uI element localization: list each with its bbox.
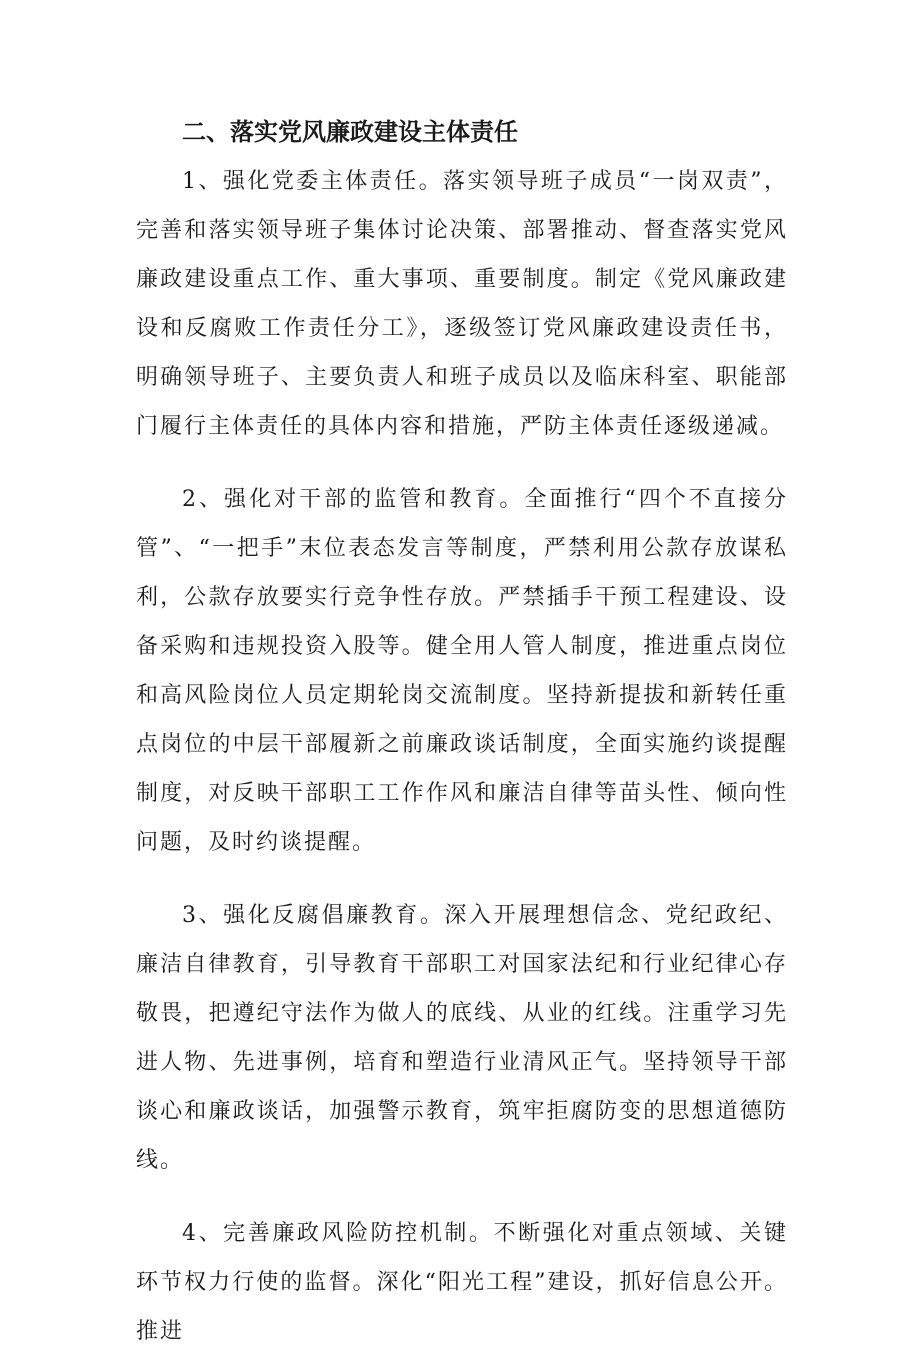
- paragraph-2: 2、强化对干部的监管和教育。全面推行“四个不直接分管”、“一把手”末位表态发言等制度，严禁利用公款存放谋私利，公款存放要实行竞争性存放。严禁插手干预工程建设、设备采购和违规投资入股等。健全用人管人制度，推进重点岗位和高风险岗位人员定期轮岗交流制度。坚持新提拔和新转任重点岗位的中层干部履新之前廉政谈话制度，全面实施约谈提醒制度，对反映干部职工工作作风和廉洁自律等苗头性、倾向性问题，及时约谈提醒。: [136, 487, 788, 855]
- body-text: [136, 157, 788, 1356]
- section-heading: 二、落实党风廉政建设主体责任: [182, 118, 518, 146]
- paragraph-1: 1、强化党委主体责任。落实领导班子成员“一岗双责”，完善和落实领导班子集体讨论决策、部署推动、督查落实党风廉政建设重点工作、重大事项、重要制度。制定《党风廉政建设和反腐败工作责任分工》，逐级签订党风廉政建设责任书，明确领导班子、主要负责人和班子成员以及临床科室、职能部门履行主体责任的具体内容和措施，严防主体责任逐级递减。: [136, 169, 788, 439]
- paragraph-3: 3、强化反腐倡廉教育。深入开展理想信念、党纪政纪、廉洁自律教育，引导教育干部职工对国家法纪和行业纪律心存敬畏，把遵纪守法作为做人的底线、从业的红线。注重学习先进人物、先进事例，培育和塑造行业清风正气。坚持领导干部谈心和廉政谈话，加强警示教育，筑牢拒腐防变的思想道德防线。: [136, 903, 788, 1173]
- paragraph-4: 4、完善廉政风险防控机制。不断强化对重点领域、关键环节权力行使的监督。深化“阳光工程”建设，抓好信息公开。推进: [136, 1221, 788, 1344]
